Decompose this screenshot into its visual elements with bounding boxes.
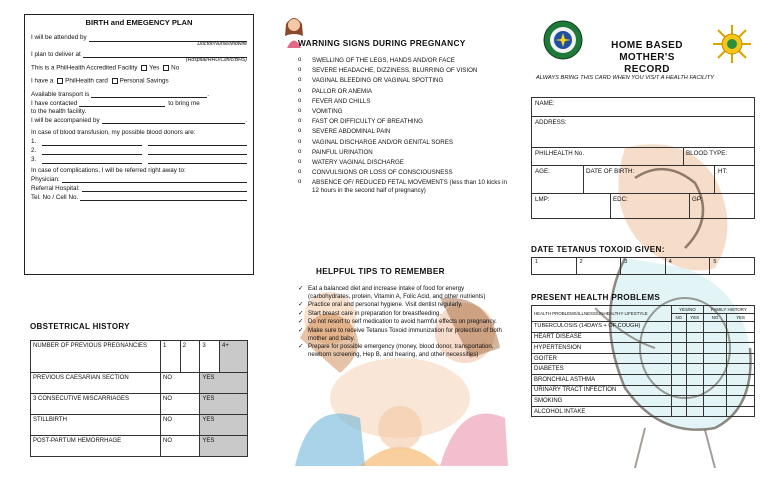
lmp-row[interactable]: LMP: EDC: GP: [532,194,754,218]
deliver-line: I plan to deliver at [31,51,247,58]
table-row: HEART DISEASE [532,332,755,343]
donor-field[interactable] [42,139,141,146]
list-item: o FAST OR DIFFICULTY OF BREATHING [298,118,508,125]
table-row: 3 CONSECUTIVE MISCARRIAGES NO YES [31,394,248,415]
accredited-line: This is a PhilHealth Accredited Facility Yes No [31,64,180,72]
record-note: ALWAYS BRING THIS CARD WHEN YOU VISIT A HEALTH FACILITY [536,75,715,81]
list-item: o VOMITING [298,108,508,115]
age-row[interactable]: AGE: DATE OF BIRTH: HT: [532,166,754,194]
physician-field[interactable] [62,176,247,183]
list-item: o ABSENCE OF/ REDUCED FETAL MOVEMENTS (less than 10 kicks in 12 hours in the second half of pregnancy) [298,179,508,194]
deliver-sub: (Hospital/RHU/Clinic/BHS) [185,56,247,63]
blood-donors-label: In case of blood transfusion, my possible blood donors are: [31,129,196,137]
table-row: BRONCHIAL ASTHMA [532,374,755,385]
tel-line: Tel. No / Cell No. [31,194,247,201]
list-item: ✓ Do not resort to self medication to avoid harmful effects on pregnancy. [298,318,508,326]
donor-field[interactable] [148,157,247,164]
table-row: DIABETES [532,364,755,375]
health-problems-table [531,305,755,417]
transport-field[interactable] [91,91,207,98]
contacted-line: I have contacted to bring me [31,99,200,107]
list-item: o FEVER AND CHILLS [298,98,508,105]
sun-emblem-icon [712,24,752,64]
table-row: HEALTH PROBLEMS/ILLNESS/UNHEALTHY LIFESTYLE YES/NO FAMILY HISTORY [532,306,755,314]
mother-info-card [531,97,755,219]
table-row: PREVIOUS CAESARIAN SECTION NO YES [31,373,248,394]
donor-row: 2. [31,148,247,155]
accompanied-field[interactable] [102,117,246,124]
list-item: ✓ Make sure to receive Tetanus Toxoid immunization for protection of both mother and baby. [298,327,508,342]
obstetrical-history-table [30,340,248,457]
table-row: HYPERTENSION [532,343,755,354]
list-item: o VAGINAL BLEEDING OR VAGINAL SPOTTING [298,77,508,84]
list-item: o PALLOR OR ANEMIA [298,88,508,95]
donor-field[interactable] [148,148,247,155]
philhealth-row[interactable]: PHILHEALTH No. BLOOD TYPE: [532,148,754,166]
list-item: ✓ Prepare for possible emergency (money, blood donor, transportation, newborn screening, Hep B, and hearing, and other necessities) [298,343,508,358]
list-item: ✓ Practice oral and personal hygiene. Visit dentist regularly. [298,301,508,309]
table-row: NO YES NO YES [532,314,755,322]
tel-field[interactable] [80,194,247,201]
complications-label: In case of complications, I will be referred right away to: [31,166,186,174]
yes-checkbox[interactable] [141,65,147,71]
physician-line: Physician: [31,176,247,183]
donor-row: 3. [31,157,247,164]
i-have-line: I have a PhilHealth card Personal Savings [31,77,169,85]
list-item: o VAGINAL DISCHARGE AND/OR GENITAL SORES [298,139,508,146]
referral-field[interactable] [82,185,247,192]
birth-emergency-plan [24,14,254,275]
list-item: o SWELLING OF THE LEGS, HANDS AND/OR FACE [298,57,508,64]
donor-row: 1. [31,139,247,146]
helpful-tips-list [298,285,508,359]
table-row: STILLBIRTH NO YES [31,415,248,436]
table-row: ALCOHOL INTAKE [532,406,755,417]
no-checkbox[interactable] [163,65,169,71]
list-item: o CONVULSIONS OR LOSS OF CONSCIOUSNESS [298,169,508,176]
list-item: o SEVERE ABDOMINAL PAIN [298,128,508,135]
tetanus-table [531,257,755,275]
table-row: GOITER [532,353,755,364]
list-item: o WATERY VAGINAL DISCHARGE [298,159,508,166]
obstetrical-history-title: OBSTETRICAL HISTORY [30,322,130,331]
list-item: o PAINFUL URINATION [298,149,508,156]
philhealth-card-checkbox[interactable] [57,78,63,84]
tetanus-title: DATE TETANUS TOXOID GIVEN: [531,245,665,254]
list-item: ✓ Start breast care in preparation for breastfeeding. [298,310,508,318]
accompanied-line: I will be accompanied by . [31,116,247,124]
personal-savings-checkbox[interactable] [112,78,118,84]
plan-title: BIRTH and EMEGENCY PLAN [85,18,193,27]
table-row: NUMBER OF PREVIOUS PREGNANCIES 1 2 3 4+ [31,341,248,373]
referral-line: Referral Hospital: [31,185,247,192]
table-row: URINARY TRACT INFECTION [532,385,755,396]
contacted-field[interactable] [79,100,165,107]
seal-icon [543,20,583,60]
donor-field[interactable] [42,157,141,164]
helpful-tips-title: HELPFUL TIPS TO REMEMBER [316,267,445,276]
list-item: ✓ Eat a balanced diet and increase intake of food for energy (carbohydrates, protein, Vitamin A, Folic Acid, and other nutrients) [298,285,508,300]
donor-field[interactable] [148,139,247,146]
record-title: HOME BASED MOTHER'S RECORD [611,40,683,75]
warning-signs-list [298,57,508,197]
attended-line: I will be attended by [31,35,247,42]
name-row[interactable]: NAME: [532,98,754,117]
table-row: 1 2 3 4 5 [532,258,755,275]
to-facility-text: to the health facility. [31,107,87,115]
table-row: SMOKING [532,396,755,407]
transport-line: Available transport is . [31,90,209,98]
table-row: POST-PARTUM HEMORRHAGE NO YES [31,436,248,457]
address-row[interactable]: ADDRESS: [532,117,754,148]
attended-sub: Doctor/Nurse/Midwife [197,40,247,47]
donor-field[interactable] [42,148,141,155]
list-item: o SEVERE HEADACHE, DIZZINESS, BLURRING OF VISION [298,67,508,74]
table-row: TUBERCULOSIS (14DAYS + OF COUGH) [532,322,755,333]
health-problems-title: PRESENT HEALTH PROBLEMS [531,293,661,302]
warning-signs-title: WARNING SIGNS DURING PREGNANCY [298,38,466,48]
